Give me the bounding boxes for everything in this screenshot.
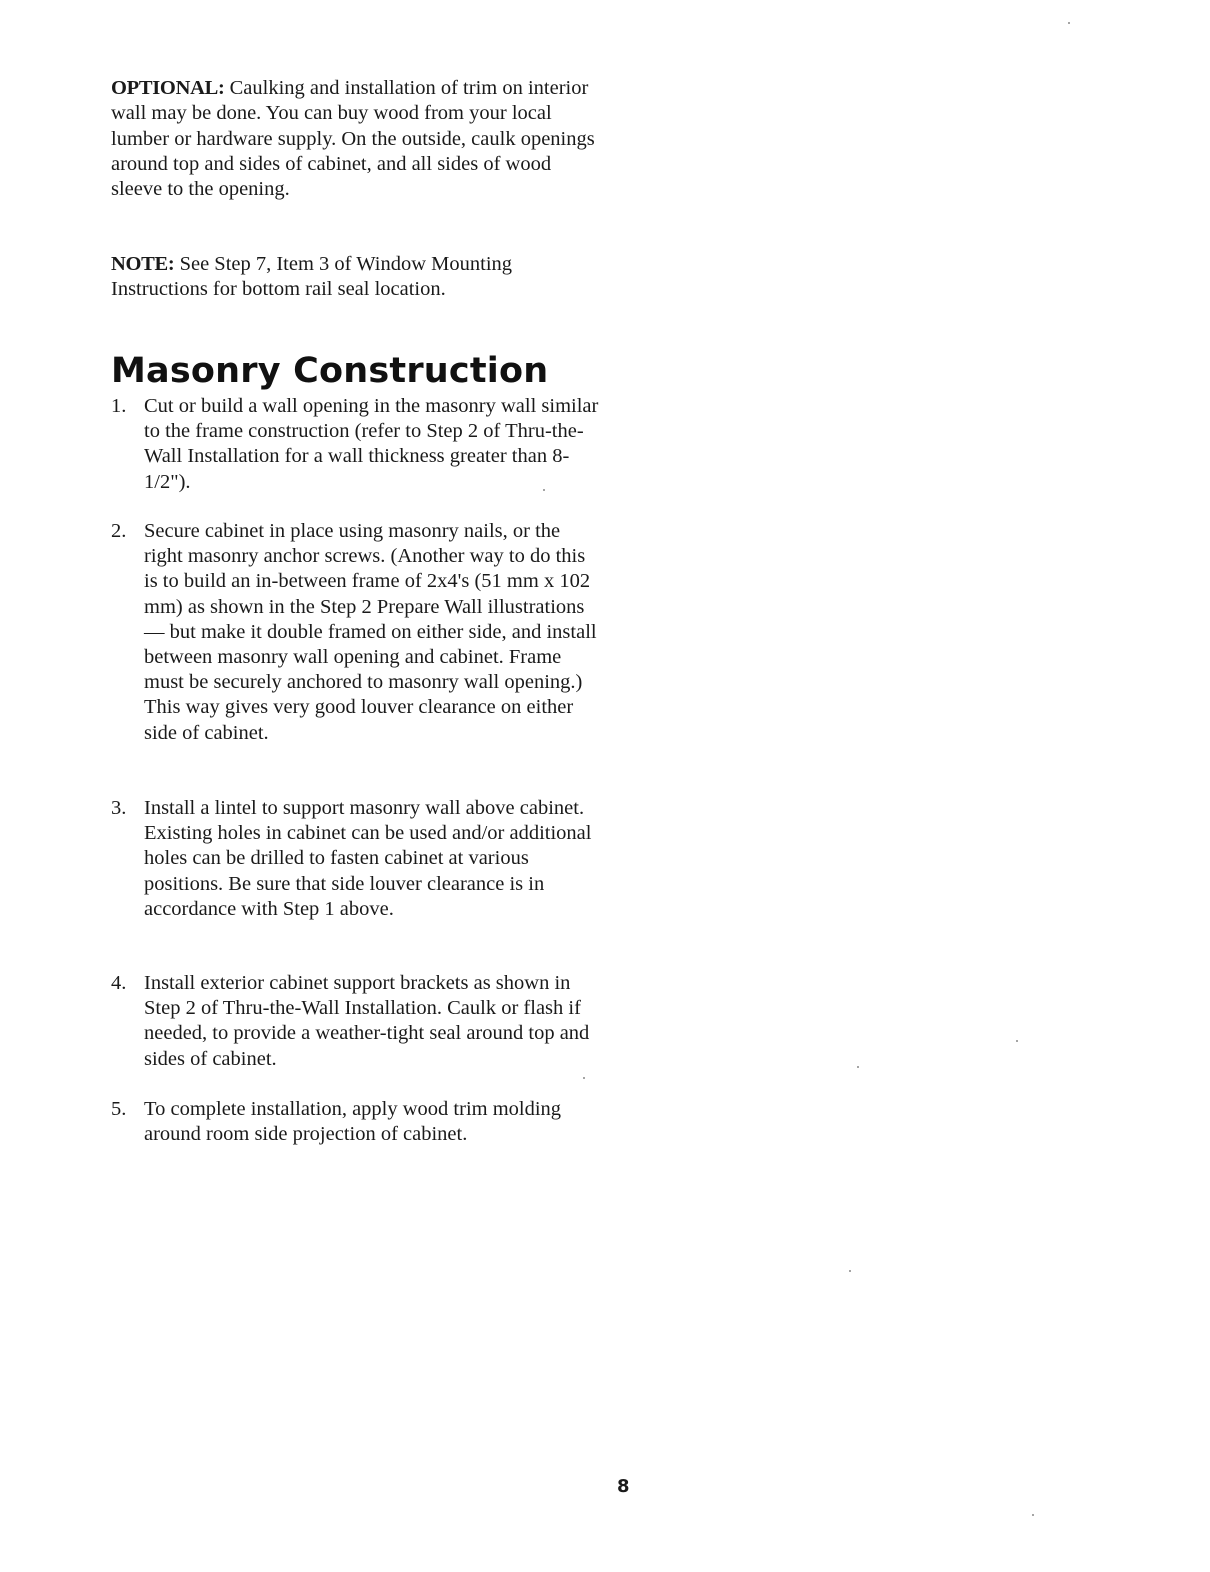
note-label: NOTE:: [111, 253, 175, 275]
step-number: 2.: [111, 520, 127, 542]
step-text: Install exterior cabinet support brackets as shown in Step 2 of Thru-the-Wall Installation. Caulk or flash if needed, to provide a weather-tight seal around top and sides of cabinet.: [144, 972, 590, 1070]
step-item-2: [111, 519, 601, 746]
step-text: To complete installation, apply wood trim molding around room side projection of cabinet.: [144, 1098, 562, 1146]
scan-speck: [1016, 1040, 1018, 1042]
scan-speck: [1068, 22, 1070, 24]
step-number: 5.: [111, 1098, 127, 1120]
step-item-3: [111, 796, 601, 922]
scan-speck: [543, 489, 545, 491]
note-text: See Step 7, Item 3 of Window Mounting Instructions for bottom rail seal location.: [111, 253, 513, 301]
optional-text: Caulking and installation of trim on interior wall may be done. You can buy wood from your local lumber or hardware supply. On the outside, caulk openings around top and sides of cabinet, and all sides of wood sleeve to the opening.: [111, 77, 595, 201]
step-item-4: [111, 971, 601, 1072]
step-number: 1.: [111, 395, 127, 417]
page-number: 8: [617, 1476, 630, 1497]
note-paragraph: [111, 252, 601, 303]
scan-speck: [1032, 1514, 1034, 1516]
step-item-5: [111, 1097, 601, 1147]
step-item-1: [111, 394, 601, 495]
scan-speck: [849, 1270, 851, 1272]
optional-label: OPTIONAL:: [111, 77, 225, 99]
scan-speck: [583, 1077, 585, 1079]
scan-speck: [857, 1066, 859, 1068]
section-heading: Masonry Construction: [111, 351, 549, 391]
step-text: Install a lintel to support masonry wall above cabinet. Existing holes in cabinet can be used and/or additional holes can be drilled to fasten cabinet at various positions. Be sure that side louver clearance is in accordance with Step 1 above.: [144, 797, 592, 920]
step-text: Secure cabinet in place using masonry nails, or the right masonry anchor screws. (Another way to do this is to build an in-between frame of 2x4's (51 mm x 102 mm) as shown in the Step 2 Prepare Wall illustrations— but make it double framed on either side, and install between masonry wall opening and cabinet. Frame must be securely anchored to masonry wall opening.) This way gives very good louver clearance on either side of cabinet.: [144, 520, 597, 744]
step-number: 3.: [111, 797, 127, 819]
step-text: Cut or build a wall opening in the masonry wall similar to the frame construction (refer to Step 2 of Thru-the-Wall Installation for a wall thickness greater than 8-1/2").: [144, 395, 599, 493]
step-number: 4.: [111, 972, 127, 994]
optional-paragraph: [111, 76, 601, 202]
